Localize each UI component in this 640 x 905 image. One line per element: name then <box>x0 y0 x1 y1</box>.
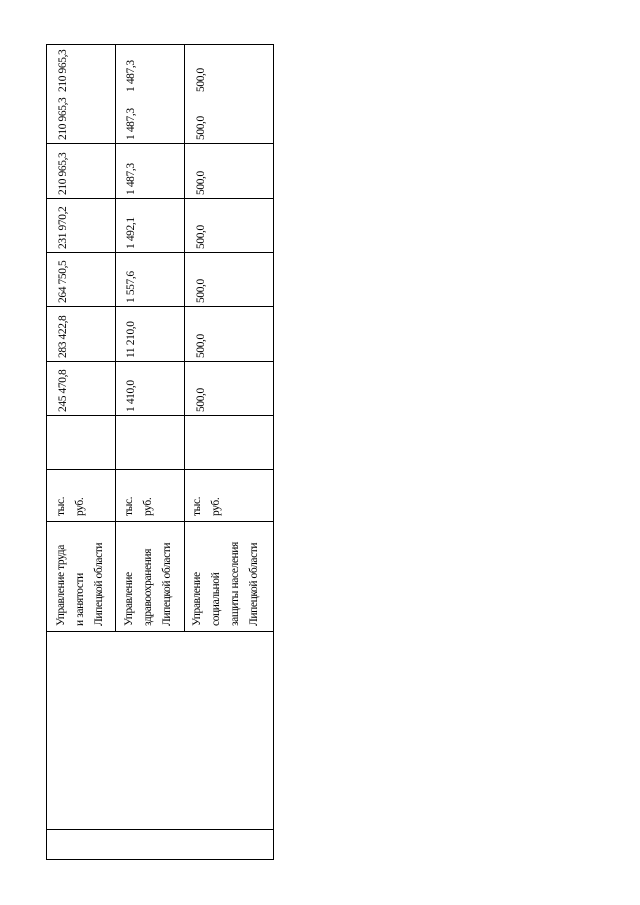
column-divider <box>46 631 274 632</box>
value-cell: 500,0 <box>195 279 207 303</box>
value-cell: 500,0 <box>195 68 207 92</box>
value-cell: 1 487,3 <box>125 108 137 140</box>
value-cell: 210 965,3 <box>57 97 69 140</box>
value-cell: 1 487,3 <box>125 163 137 195</box>
column-divider <box>46 361 274 362</box>
value-cell: 1 557,6 <box>125 271 137 303</box>
value-cell: 500,0 <box>195 388 207 412</box>
row-divider <box>115 44 116 632</box>
value-cell: 231 970,2 <box>57 206 69 249</box>
value-cell: 500,0 <box>195 171 207 195</box>
value-cell: 1 487,3 <box>125 60 137 92</box>
unit-label: тыс. руб. <box>123 496 154 516</box>
value-cell: 283 422,8 <box>57 315 69 358</box>
value-cell: 245 470,8 <box>57 369 69 412</box>
budget-table <box>46 44 274 860</box>
column-divider <box>46 306 274 307</box>
table-border <box>46 44 274 860</box>
department-name: Управление социальной защиты населения Липецкой области <box>191 542 260 626</box>
column-divider <box>46 252 274 253</box>
value-cell: 500,0 <box>195 225 207 249</box>
value-cell: 500,0 <box>195 334 207 358</box>
unit-label: тыс. руб. <box>191 496 222 516</box>
unit-label: тыс. руб. <box>55 496 86 516</box>
column-divider <box>46 829 274 830</box>
department-name: Управление здравоохранения Липецкой области <box>123 542 173 626</box>
value-cell: 1 492,1 <box>125 217 137 249</box>
value-cell: 264 750,5 <box>57 260 69 303</box>
value-cell: 210 965,3 <box>57 152 69 195</box>
column-divider <box>46 198 274 199</box>
column-divider <box>46 143 274 144</box>
rotated-table-content <box>46 44 274 860</box>
value-cell: 11 210,0 <box>125 321 137 358</box>
column-divider <box>46 469 274 470</box>
value-cell: 210 965,3 <box>57 49 69 92</box>
department-name: Управление труда и занятости Липецкой области <box>55 542 105 626</box>
value-cell: 500,0 <box>195 116 207 140</box>
column-divider <box>46 521 274 522</box>
value-cell: 1 410,0 <box>125 380 137 412</box>
column-divider <box>46 415 274 416</box>
row-divider <box>184 44 185 632</box>
